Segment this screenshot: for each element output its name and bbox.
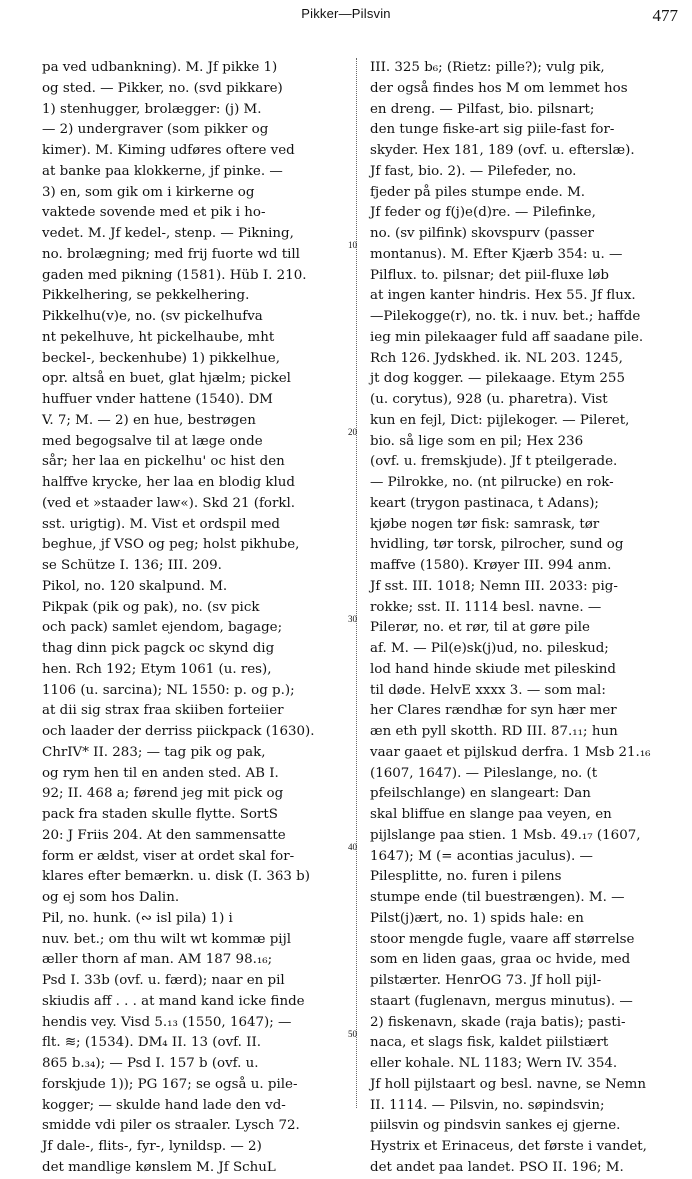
text-line: hendis vey. Visd 5.₁₃ (1550, 1647); — <box>42 1014 292 1030</box>
text-line: 20: J Friis 204. At den sammensatte <box>42 827 286 843</box>
text-line: thag dinn pick pagck oc skynd dig <box>42 641 275 656</box>
text-line: 865 b.₃₄); — Psd I. 157 b (ovf. u. <box>42 1056 259 1071</box>
text-line: der også findes hos M om lemmet hos <box>370 80 628 96</box>
text-line: kogger; — skulde hand lade den vd- <box>42 1097 286 1113</box>
text-line: Pilesplitte, no. furen i pilens <box>370 869 562 885</box>
line-marker: 30 <box>348 614 357 624</box>
text-line: — 2) undergraver (som pikker og <box>42 122 269 138</box>
page-header <box>0 4 692 34</box>
text-line: flt. ≋; (1534). DM₄ II. 13 (ovf. II. <box>42 1035 261 1051</box>
text-line: pijlslange paa stien. 1 Msb. 49.₁₇ (1607, <box>370 827 641 843</box>
text-line: at ingen kanter hindris. Hex 55. Jf flux. <box>370 288 636 304</box>
text-line: form er ældst, viser at ordet skal for- <box>42 848 295 864</box>
text-line: Rch 126. Jydskhed. ik. NL 203. 1245, <box>370 350 623 366</box>
line-marker: 40 <box>348 842 357 852</box>
text-line: pilstærter. HenrOG 73. Jf holl pijl- <box>370 973 602 988</box>
text-line: at dii sig strax fraa skiiben forteiier <box>42 703 284 719</box>
text-line: se Schütze I. 136; III. 209. <box>42 558 222 573</box>
text-line: kun en fejl, Dict: pijlekoger. — Pileret, <box>370 412 630 428</box>
text-line: at banke paa klokkerne, jf pinke. — <box>42 163 283 179</box>
line-marker: 10 <box>348 240 357 250</box>
text-line: och laader der derriss piickpack (1630). <box>42 724 315 739</box>
text-line: af. M. — Pil(e)sk(j)ud, no. pileskud; <box>370 641 609 656</box>
text-line: forskjude 1)); PG 167; se også u. pile- <box>42 1076 298 1092</box>
text-line: Pilerør, no. et rør, til at gøre pile <box>370 620 590 636</box>
text-line: pa ved udbankning). M. Jf pikke 1) <box>42 60 278 75</box>
text-line: kjøbe nogen tør fisk: samrask, tør <box>370 516 600 532</box>
text-line: beckel-, beckenhube) 1) pikkelhue, <box>42 350 280 366</box>
right-column <box>370 58 670 1179</box>
text-line: Hystrix et Erinaceus, det første i vandet, <box>370 1139 647 1154</box>
text-line: staart (fuglenavn, mergus minutus). — <box>370 993 633 1009</box>
text-line: jt dog kogger. — pilekaage. Etym 255 <box>370 371 625 387</box>
text-line: en dreng. — Pilfast, bio. pilsnart; <box>370 101 595 117</box>
text-line: — Pilrokke, no. (nt pilrucke) en rok- <box>370 475 614 490</box>
text-line: eller kohale. NL 1183; Wern IV. 354. <box>370 1056 618 1071</box>
text-line: Pil, no. hunk. (∾ isl pila) 1) i <box>42 910 233 926</box>
text-line: —Pilekogge(r), no. tk. i nuv. bet.; haffde <box>370 309 641 324</box>
text-line: beghue, jf VSO og peg; holst pikhube, <box>42 537 300 553</box>
text-line: opr. altså en buet, glat hjælm; pickel <box>42 371 291 387</box>
text-line: piilsvin og pindsvin sankes ej gjerne. <box>370 1118 621 1134</box>
text-line: Pikkelhu(v)e, no. (sv pickelhufva <box>42 309 263 324</box>
text-line: montanus). M. Efter Kjærb 354: u. — <box>370 246 623 262</box>
page-number: 477 <box>652 6 678 25</box>
text-line: Psd I. 33b (ovf. u. færd); naar en pil <box>42 973 285 988</box>
text-line: 92; II. 468 a; førend jeg mit pick og <box>42 786 284 802</box>
text-line: 2) fiskenavn, skade (raja batis); pasti- <box>370 1014 626 1030</box>
text-line: 1106 (u. sarcina); NL 1550: p. og p.); <box>42 682 295 698</box>
text-line: no. (sv pilfink) skovspurv (passer <box>370 226 594 241</box>
text-line: pack fra staden skulle flytte. SortS <box>42 807 278 822</box>
text-line: no. brolægning; med frij fuorte wd till <box>42 246 300 262</box>
text-line: stoor mengde fugle, vaare aff størrelse <box>370 931 635 947</box>
text-line: III. 325 b₆; (Rietz: pille?); vulg pik, <box>370 60 605 75</box>
text-line: sst. urigtig). M. Vist et ordspil med <box>42 516 280 532</box>
text-line: rokke; sst. II. 1114 besl. navne. — <box>370 599 602 615</box>
line-marker: 50 <box>348 1029 357 1039</box>
text-line: huffuer vnder hattene (1540). DM <box>42 392 273 407</box>
text-line: den tunge fiske-art sig piile-fast for- <box>370 122 615 138</box>
text-line: Pilflux. to. pilsnar; det piil-fluxe løb <box>370 267 609 283</box>
text-line: Pilst(j)ært, no. 1) spids hale: en <box>370 910 584 926</box>
text-line: maffve (1580). Krøyer III. 994 anm. <box>370 558 612 573</box>
text-line: Jf dale-, flits-, fyr-, lynildsp. — 2) <box>42 1139 262 1154</box>
text-line: (ovf. u. fremskjude). Jf t pteilgerade. <box>370 454 618 470</box>
text-line: (ved et »staader law«). Skd 21 (forkl. <box>42 495 296 511</box>
text-line: ChrIV* II. 283; — tag pik og pak, <box>42 744 266 760</box>
text-line: her Clares rændhæ for syn hær mer <box>370 703 617 719</box>
text-line: smidde vdi piler os straaler. Lysch 72. <box>42 1118 300 1134</box>
text-line: (u. corytus), 928 (u. pharetra). Vist <box>370 392 608 407</box>
left-column <box>42 58 342 1179</box>
text-line: lod hand hinde skiude met pileskind <box>370 661 616 677</box>
text-line: fjeder på piles stumpe ende. M. <box>370 184 586 200</box>
text-line: Jf fast, bio. 2). — Pilefeder, no. <box>370 163 577 179</box>
text-line: og sted. — Pikker, no. (svd pikkare) <box>42 80 283 96</box>
text-line: hvidling, tør torsk, pilrocher, sund og <box>370 537 624 553</box>
column-divider <box>356 58 358 1108</box>
text-line: 3) en, som gik om i kirkerne og <box>42 184 255 200</box>
text-line: 1) stenhugger, brolægger: (j) M. <box>42 101 262 117</box>
text-line: Jf feder og f(j)e(d)re. — Pilefinke, <box>370 205 596 221</box>
text-line: nuv. bet.; om thu wilt wt kommæ pijl <box>42 931 292 947</box>
text-line: ieg min pilekaager fuld aff saadane pile. <box>370 329 644 345</box>
text-line: och pack) samlet ejendom, bagage; <box>42 620 283 636</box>
text-line: sår; her laa en pickelhu' oc hist den <box>42 454 285 470</box>
text-line: Jf sst. III. 1018; Nemn III. 2033: pig- <box>370 578 618 594</box>
text-line: stumpe ende (til buestrængen). M. — <box>370 890 625 905</box>
text-line: skyder. Hex 181, 189 (ovf. u. efterslæ). <box>370 143 635 158</box>
text-line: og ej som hos Dalin. <box>42 890 180 905</box>
text-line: Pikpak (pik og pak), no. (sv pick <box>42 599 260 615</box>
text-line: til døde. HelvE xxxx 3. — som mal: <box>370 682 606 698</box>
text-line: (1607, 1647). — Pileslange, no. (t <box>370 765 598 781</box>
text-line: bio. så lige som en pil; Hex 236 <box>370 433 584 449</box>
text-line: æller thorn af man. AM 187 98.₁₆; <box>42 952 273 968</box>
text-line: og rym hen til en anden sted. AB I. <box>42 765 279 781</box>
text-line: vaktede sovende med et pik i ho- <box>42 205 266 221</box>
text-line: Pikkelhering, se pekkelhering. <box>42 288 250 304</box>
text-line: skiudis aff . . . at mand kand icke finde <box>42 993 305 1009</box>
text-line: halffve krycke, her laa en blodig klud <box>42 475 295 490</box>
text-line: V. 7; M. — 2) en hue, bestrøgen <box>42 412 256 428</box>
text-line: naca, et slags fisk, kaldet piilstiært <box>370 1035 609 1051</box>
line-marker: 20 <box>348 427 357 437</box>
text-line: gaden med pikning (1581). Hüb I. 210. <box>42 267 307 283</box>
text-line: skal bliffue en slange paa veyen, en <box>370 807 612 822</box>
text-line: Pikol, no. 120 skalpund. M. <box>42 578 228 594</box>
text-line: nt pekelhuve, ht pickelhaube, mht <box>42 329 275 345</box>
text-line: hen. Rch 192; Etym 1061 (u. res), <box>42 661 272 677</box>
text-line: pfeilschlange) en slangeart: Dan <box>370 786 591 802</box>
running-head: Pikker—Pilsvin <box>301 6 391 21</box>
text-line: keart (trygon pastinaca, t Adans); <box>370 495 599 511</box>
text-line: 1647); M (= acontias jaculus). — <box>370 848 593 864</box>
text-line: det andet paa landet. PSO II. 196; M. <box>370 1159 624 1175</box>
text-line: klares efter bemærkn. u. disk (I. 363 b) <box>42 869 310 885</box>
text-line: med begogsalve til at læge onde <box>42 433 263 449</box>
text-line: vaar gaaet et pijlskud derfra. 1 Msb 21.₁₆ <box>370 744 651 760</box>
text-line: æn eth pyll skotth. RD III. 87.₁₁; hun <box>370 724 618 739</box>
text-line: Jf holl pijlstaart og besl. navne, se Nemn <box>370 1076 646 1092</box>
text-line: det mandlige kønslem M. Jf SchuL <box>42 1159 276 1175</box>
text-line: II. 1114. — Pilsvin, no. søpindsvin; <box>370 1097 605 1113</box>
text-line: vedet. M. Jf kedel-, stenp. — Pikning, <box>42 226 294 241</box>
text-line: som en liden gaas, graa oc hvide, med <box>370 952 631 968</box>
text-line: kimer). M. Kiming udføres oftere ved <box>42 143 295 158</box>
